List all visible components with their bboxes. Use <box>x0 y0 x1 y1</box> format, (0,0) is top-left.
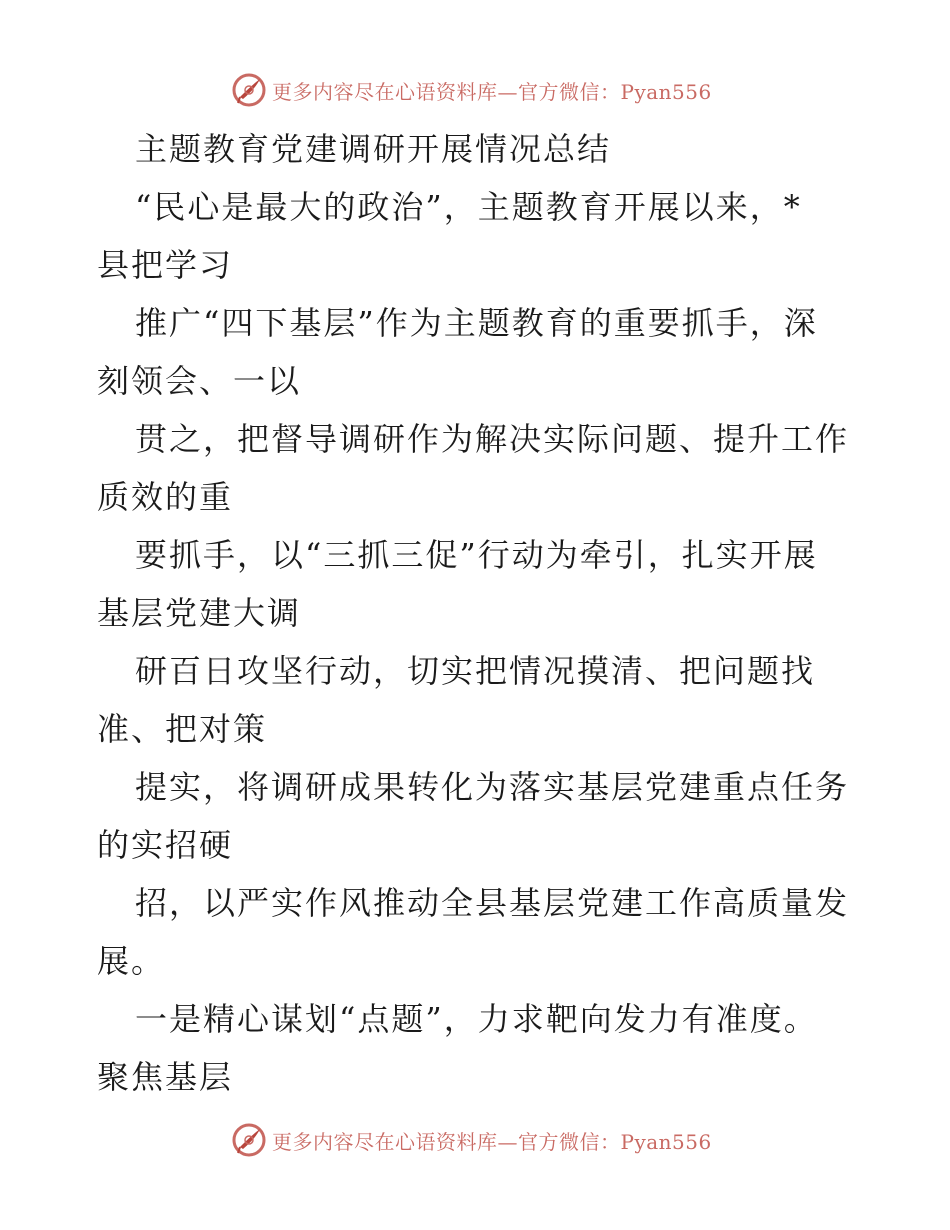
watermark-banner-top <box>232 70 732 110</box>
paragraph-line: 一是精心谋划“点题”，力求靶向发力有准度。 <box>135 1000 818 1038</box>
paragraph-line: 质效的重 <box>97 478 234 516</box>
quill-logo-icon <box>232 1123 266 1157</box>
watermark-text-bottom: 更多内容尽在心语资料库—官方微信：Pyan556 <box>272 1129 712 1154</box>
paragraph-line: 研百日攻坚行动，切实把情况摸清、把问题找 <box>135 652 816 690</box>
paragraph-line: 提实，将调研成果转化为落实基层党建重点任务 <box>135 768 850 806</box>
watermark-text-top: 更多内容尽在心语资料库—官方微信：Pyan556 <box>272 79 712 104</box>
paragraph-line: 准、把对策 <box>97 710 268 748</box>
paragraph-line: “民心是最大的政治”，主题教育开展以来，* <box>135 188 802 226</box>
paragraph-line: 聚焦基层 <box>97 1058 234 1096</box>
paragraph-line: 展。 <box>97 942 166 980</box>
quill-logo-icon <box>232 73 266 107</box>
watermark-banner-bottom <box>232 1120 732 1160</box>
paragraph-line: 要抓手，以“三抓三促”行动为牵引，扎实开展 <box>135 536 818 574</box>
paragraph-line: 刻领会、一以 <box>97 362 302 400</box>
document-body <box>97 120 857 1106</box>
paragraph-line: 县把学习 <box>97 246 234 284</box>
paragraph-line: 招，以严实作风推动全县基层党建工作高质量发 <box>135 884 850 922</box>
document-title: 主题教育党建调研开展情况总结 <box>135 130 612 168</box>
paragraph-line: 贯之，把督导调研作为解决实际问题、提升工作 <box>135 420 850 458</box>
paragraph-line: 基层党建大调 <box>97 594 302 632</box>
paragraph-line: 的实招硬 <box>97 826 234 864</box>
paragraph-line: 推广“四下基层”作为主题教育的重要抓手，深 <box>135 304 818 342</box>
